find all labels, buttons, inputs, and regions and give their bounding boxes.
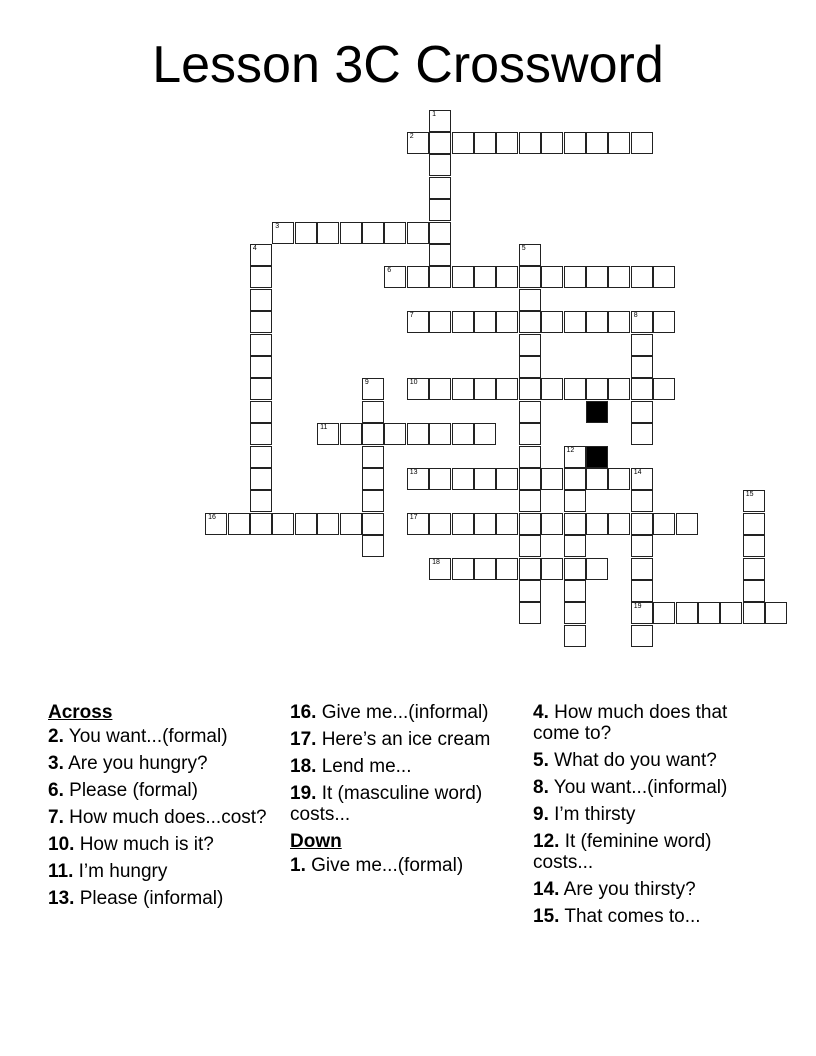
grid-cell[interactable] [631, 423, 653, 445]
grid-cell[interactable] [519, 401, 541, 423]
grid-cell[interactable] [519, 490, 541, 512]
clue-text: You want...(formal) [68, 726, 228, 747]
grid-cell[interactable] [452, 468, 474, 490]
clue-text: You want...(informal) [553, 777, 728, 798]
grid-cell[interactable] [631, 580, 653, 602]
grid-cell[interactable] [228, 513, 250, 535]
grid-cell[interactable] [676, 602, 698, 624]
cell-number: 13 [409, 468, 418, 476]
grid-cell[interactable] [586, 513, 608, 535]
grid-cell[interactable] [429, 222, 451, 244]
clue-number: 1. [290, 855, 306, 876]
clue-across-13 [48, 888, 268, 909]
clue-across-2 [48, 726, 268, 747]
grid-cell[interactable] [519, 132, 541, 154]
cell-number: 10 [409, 379, 418, 387]
grid-cell[interactable] [474, 468, 496, 490]
grid-cell[interactable] [564, 266, 586, 288]
grid-cell[interactable] [452, 558, 474, 580]
grid-cell[interactable] [698, 602, 720, 624]
grid-cell[interactable] [496, 378, 518, 400]
grid-cell[interactable] [429, 154, 451, 176]
grid-cell[interactable] [362, 423, 384, 445]
grid-cell[interactable] [720, 602, 742, 624]
clue-text: I’m thirsty [554, 804, 636, 825]
cell-number: 5 [521, 244, 526, 252]
clue-down-14 [533, 879, 753, 900]
clue-number: 5. [533, 750, 549, 771]
black-cell [586, 401, 608, 423]
grid-cell[interactable] [631, 311, 653, 333]
grid-cell[interactable] [250, 401, 272, 423]
grid-cell[interactable] [384, 423, 406, 445]
grid-cell[interactable] [564, 580, 586, 602]
grid-cell[interactable] [608, 468, 630, 490]
grid-cell[interactable] [250, 289, 272, 311]
clue-across-19 [290, 783, 510, 825]
grid-cell[interactable] [541, 132, 563, 154]
grid-cell[interactable] [765, 602, 787, 624]
cell-number: 3 [275, 222, 280, 230]
grid-cell[interactable] [429, 311, 451, 333]
grid-cell[interactable] [631, 132, 653, 154]
clue-text: Please (informal) [79, 888, 224, 909]
grid-cell[interactable] [564, 513, 586, 535]
grid-cell[interactable] [474, 513, 496, 535]
cell-number: 2 [409, 132, 414, 140]
cell-number: 1 [432, 110, 436, 118]
grid-cell[interactable] [250, 513, 272, 535]
clue-column-1 [48, 702, 268, 915]
clue-down-1 [290, 855, 510, 876]
grid-cell[interactable] [362, 222, 384, 244]
clue-number: 17. [290, 729, 317, 750]
grid-cell[interactable] [384, 222, 406, 244]
grid-cell[interactable] [519, 244, 541, 266]
grid-cell[interactable] [541, 513, 563, 535]
grid-cell[interactable] [362, 535, 384, 557]
clue-text: That comes to... [564, 906, 701, 927]
cell-number: 19 [633, 603, 642, 611]
grid-cell[interactable] [519, 580, 541, 602]
grid-cell[interactable] [250, 311, 272, 333]
grid-cell[interactable] [519, 602, 541, 624]
clue-column-3 [533, 702, 753, 933]
grid-cell[interactable] [743, 490, 765, 512]
grid-cell[interactable] [519, 423, 541, 445]
clue-number: 4. [533, 702, 549, 723]
grid-cell[interactable] [631, 378, 653, 400]
grid-cell[interactable] [564, 311, 586, 333]
grid-cell[interactable] [496, 468, 518, 490]
cell-number: 12 [566, 446, 575, 454]
grid-cell[interactable] [295, 222, 317, 244]
clue-text: It (masculine word) costs... [290, 783, 483, 825]
grid-cell[interactable] [519, 513, 541, 535]
clue-across-18 [290, 756, 510, 777]
grid-cell[interactable] [519, 558, 541, 580]
page-title: Lesson 3C Crossword [152, 36, 664, 94]
grid-cell[interactable] [519, 468, 541, 490]
grid-cell[interactable] [564, 378, 586, 400]
clue-number: 10. [48, 834, 75, 855]
clue-text: Lend me... [321, 756, 412, 777]
clue-number: 2. [48, 726, 64, 747]
grid-cell[interactable] [429, 244, 451, 266]
grid-cell[interactable] [631, 334, 653, 356]
clue-down-9 [533, 804, 753, 825]
clue-number: 11. [48, 861, 74, 882]
grid-cell[interactable] [496, 513, 518, 535]
clue-number: 3. [48, 753, 64, 774]
grid-cell[interactable] [474, 378, 496, 400]
clue-across-3 [48, 753, 268, 774]
grid-cell[interactable] [362, 378, 384, 400]
grid-cell[interactable] [608, 513, 630, 535]
clue-number: 15. [533, 906, 560, 927]
clue-down-15 [533, 906, 753, 927]
grid-cell[interactable] [519, 535, 541, 557]
grid-cell[interactable] [564, 602, 586, 624]
grid-cell[interactable] [474, 558, 496, 580]
grid-cell[interactable] [608, 266, 630, 288]
grid-cell[interactable] [608, 311, 630, 333]
grid-cell[interactable] [586, 558, 608, 580]
clue-across-11 [48, 861, 268, 882]
grid-cell[interactable] [631, 602, 653, 624]
clue-number: 14. [533, 879, 560, 900]
grid-cell[interactable] [429, 468, 451, 490]
clue-text: How much does...cost? [69, 807, 267, 828]
grid-cell[interactable] [631, 625, 653, 647]
clue-down-5 [533, 750, 753, 771]
clue-across-6 [48, 780, 268, 801]
grid-cell[interactable] [474, 311, 496, 333]
grid-cell[interactable] [250, 356, 272, 378]
grid-cell[interactable] [362, 513, 384, 535]
grid-cell[interactable] [317, 222, 339, 244]
grid-cell[interactable] [608, 378, 630, 400]
grid-cell[interactable] [429, 199, 451, 221]
grid-cell[interactable] [564, 535, 586, 557]
grid-cell[interactable] [452, 513, 474, 535]
cell-number: 4 [252, 244, 257, 252]
clue-number: 19. [290, 783, 317, 804]
clue-text: How much is it? [79, 834, 214, 855]
grid-cell[interactable] [272, 513, 294, 535]
grid-cell[interactable] [250, 490, 272, 512]
grid-cell[interactable] [631, 266, 653, 288]
grid-cell[interactable] [407, 311, 429, 333]
clue-number: 7. [48, 807, 64, 828]
clue-text: Give me...(formal) [311, 855, 464, 876]
grid-cell[interactable] [429, 177, 451, 199]
clue-down-4 [533, 702, 753, 744]
cell-number: 17 [409, 513, 418, 521]
grid-cell[interactable] [653, 513, 675, 535]
black-cell [586, 446, 608, 468]
grid-cell[interactable] [362, 401, 384, 423]
clue-number: 18. [290, 756, 317, 777]
grid-cell[interactable] [541, 558, 563, 580]
grid-cell[interactable] [362, 490, 384, 512]
grid-cell[interactable] [564, 625, 586, 647]
grid-cell[interactable] [272, 222, 294, 244]
grid-cell[interactable] [519, 378, 541, 400]
grid-cell[interactable] [586, 378, 608, 400]
grid-cell[interactable] [631, 513, 653, 535]
cell-number: 6 [387, 267, 392, 275]
cell-number: 8 [633, 312, 638, 320]
grid-cell[interactable] [340, 423, 362, 445]
grid-cell[interactable] [250, 266, 272, 288]
clue-text: How much does that come to? [533, 702, 728, 744]
grid-cell[interactable] [541, 378, 563, 400]
clue-column-2 [290, 702, 510, 882]
grid-cell[interactable] [384, 266, 406, 288]
clue-number: 16. [290, 702, 317, 723]
grid-cell[interactable] [519, 446, 541, 468]
grid-cell[interactable] [250, 378, 272, 400]
grid-cell[interactable] [407, 468, 429, 490]
cell-number: 15 [745, 491, 754, 499]
grid-cell[interactable] [519, 311, 541, 333]
grid-cell[interactable] [474, 132, 496, 154]
cell-number: 18 [432, 558, 440, 566]
grid-cell[interactable] [631, 490, 653, 512]
grid-cell[interactable] [631, 558, 653, 580]
grid-cell[interactable] [631, 356, 653, 378]
grid-cell[interactable] [407, 132, 429, 154]
grid-cell[interactable] [429, 266, 451, 288]
grid-cell[interactable] [676, 513, 698, 535]
clue-number: 13. [48, 888, 75, 909]
grid-cell[interactable] [564, 132, 586, 154]
clue-text: Are you thirsty? [563, 879, 696, 900]
grid-cell[interactable] [407, 378, 429, 400]
cell-number: 7 [409, 312, 414, 320]
grid-cell[interactable] [564, 490, 586, 512]
grid-cell[interactable] [362, 468, 384, 490]
grid-cell[interactable] [295, 513, 317, 535]
grid-cell[interactable] [474, 266, 496, 288]
grid-cell[interactable] [631, 468, 653, 490]
grid-cell[interactable] [519, 334, 541, 356]
grid-cell[interactable] [452, 378, 474, 400]
grid-cell[interactable] [407, 266, 429, 288]
clue-number: 6. [48, 780, 64, 801]
clue-across-17 [290, 729, 510, 750]
cell-number: 16 [208, 513, 216, 521]
grid-cell[interactable] [586, 266, 608, 288]
grid-cell[interactable] [653, 602, 675, 624]
grid-cell[interactable] [340, 222, 362, 244]
grid-cell[interactable] [317, 513, 339, 535]
clue-text: What do you want? [554, 750, 717, 771]
grid-cell[interactable] [407, 423, 429, 445]
grid-cell[interactable] [608, 132, 630, 154]
clue-number: 8. [533, 777, 549, 798]
grid-cell[interactable] [496, 132, 518, 154]
grid-cell[interactable] [519, 356, 541, 378]
clue-across-10 [48, 834, 268, 855]
down-heading: Down [290, 831, 342, 852]
cell-number: 9 [364, 379, 369, 387]
grid-cell[interactable] [564, 446, 586, 468]
grid-cell[interactable] [541, 266, 563, 288]
grid-cell[interactable] [452, 423, 474, 445]
grid-cell[interactable] [429, 513, 451, 535]
grid-cell[interactable] [743, 580, 765, 602]
grid-cell[interactable] [743, 535, 765, 557]
grid-cell[interactable] [250, 244, 272, 266]
clue-across-7 [48, 807, 268, 828]
grid-cell[interactable] [250, 468, 272, 490]
clue-across-16 [290, 702, 510, 723]
cell-number: 11 [320, 424, 328, 432]
grid-cell[interactable] [586, 311, 608, 333]
grid-cell[interactable] [429, 110, 451, 132]
grid-cell[interactable] [743, 558, 765, 580]
grid-cell[interactable] [205, 513, 227, 535]
cell-number: 14 [633, 468, 642, 476]
grid-cell[interactable] [496, 266, 518, 288]
grid-cell[interactable] [541, 468, 563, 490]
clue-text: Give me...(informal) [321, 702, 489, 723]
clue-down-8 [533, 777, 753, 798]
clue-text: Here’s an ice cream [321, 729, 491, 750]
grid-cell[interactable] [653, 266, 675, 288]
grid-cell[interactable] [631, 535, 653, 557]
clue-text: It (feminine word) costs... [533, 831, 712, 873]
grid-cell[interactable] [250, 423, 272, 445]
grid-cell[interactable] [631, 401, 653, 423]
grid-cell[interactable] [429, 423, 451, 445]
grid-cell[interactable] [586, 468, 608, 490]
clue-number: 9. [533, 804, 549, 825]
grid-cell[interactable] [564, 468, 586, 490]
grid-cell[interactable] [496, 558, 518, 580]
clue-text: Are you hungry? [68, 753, 208, 774]
grid-cell[interactable] [519, 266, 541, 288]
clue-down-12 [533, 831, 753, 873]
grid-cell[interactable] [452, 311, 474, 333]
grid-cell[interactable] [743, 602, 765, 624]
grid-cell[interactable] [407, 222, 429, 244]
clue-number: 12. [533, 831, 560, 852]
grid-cell[interactable] [586, 132, 608, 154]
grid-cell[interactable] [452, 266, 474, 288]
grid-cell[interactable] [250, 334, 272, 356]
grid-cell[interactable] [452, 132, 474, 154]
grid-cell[interactable] [429, 132, 451, 154]
grid-cell[interactable] [743, 513, 765, 535]
grid-cell[interactable] [519, 289, 541, 311]
grid-cell[interactable] [340, 513, 362, 535]
clue-text: Please (formal) [69, 780, 198, 801]
grid-cell[interactable] [653, 378, 675, 400]
grid-cell[interactable] [429, 378, 451, 400]
across-heading: Across [48, 702, 113, 723]
grid-cell[interactable] [362, 446, 384, 468]
grid-cell[interactable] [541, 311, 563, 333]
grid-cell[interactable] [317, 423, 339, 445]
grid-cell[interactable] [474, 423, 496, 445]
grid-cell[interactable] [653, 311, 675, 333]
grid-cell[interactable] [250, 446, 272, 468]
grid-cell[interactable] [429, 558, 451, 580]
clue-text: I’m hungry [78, 861, 168, 882]
grid-cell[interactable] [564, 558, 586, 580]
clue-list [48, 702, 788, 1002]
grid-cell[interactable] [407, 513, 429, 535]
grid-cell[interactable] [496, 311, 518, 333]
